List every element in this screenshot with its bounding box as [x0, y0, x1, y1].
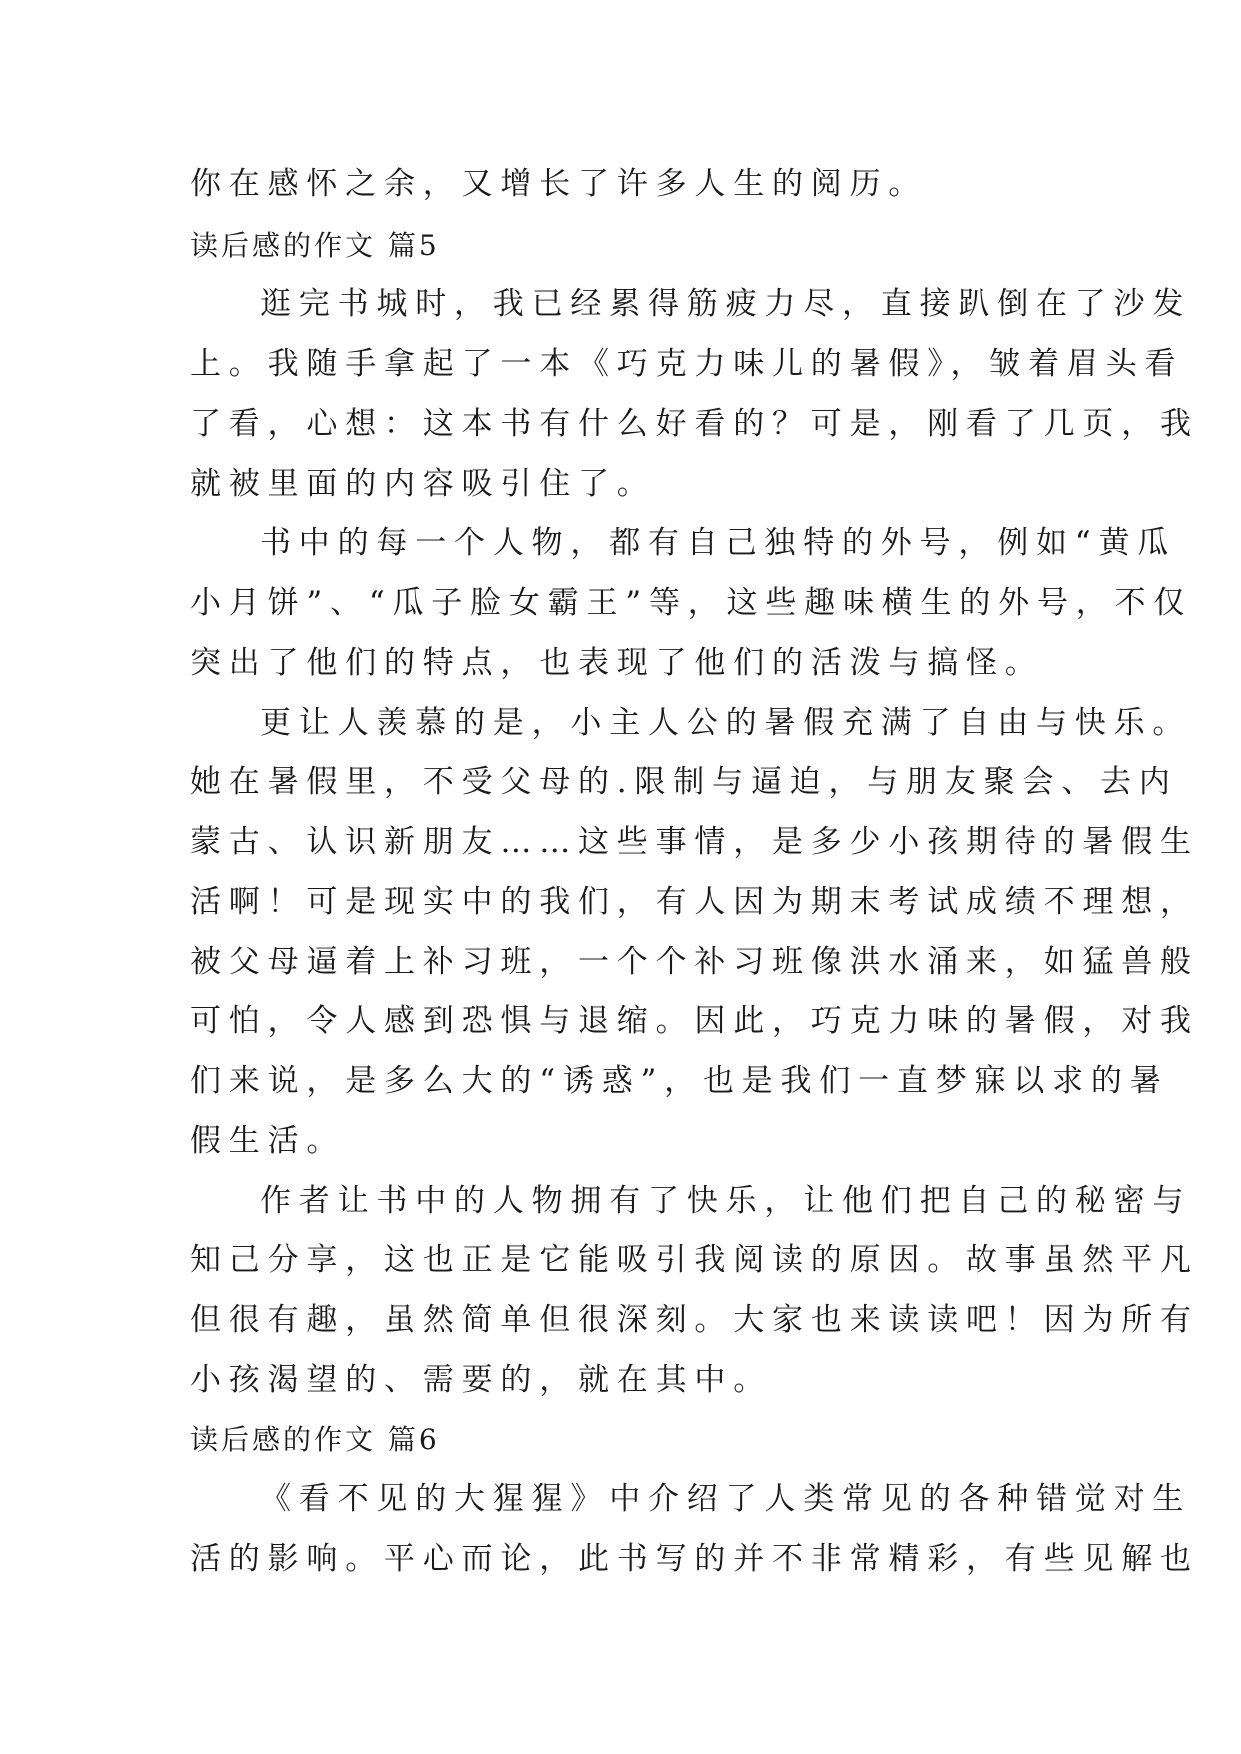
paragraph-line: 们来说，是多么大的“诱惑”，也是我们一直梦寐以求的暑: [190, 1063, 1169, 1099]
paragraph-line: 小月饼”、“瓜子脸女霸王”等，这些趣味横生的外号，不仅: [190, 585, 1193, 621]
paragraph-line: 小孩渴望的、需要的，就在其中。: [190, 1362, 772, 1398]
paragraph-line: 假生活。: [190, 1123, 346, 1159]
paragraph-line: 更让人羡慕的是，小主人公的暑假充满了自由与快乐。: [260, 705, 1192, 741]
paragraph-line: 逛完书城时，我已经累得筋疲力尽，直接趴倒在了沙发: [260, 286, 1192, 322]
paragraph-line: 上。我随手拿起了一本《巧克力味儿的暑假》，皱着眉头看: [190, 346, 1184, 382]
paragraph-line: 作者让书中的人物拥有了快乐，让他们把自己的秘密与: [260, 1183, 1192, 1219]
section-heading: 读后感的作文 篇5: [190, 229, 440, 262]
paragraph-line: 了看，心想：这本书有什么好看的？可是，刚看了几页，我: [190, 406, 1199, 442]
paragraph-line: 就被里面的内容吸引住了。: [190, 466, 656, 502]
paragraph-line: 你在感怀之余，又增长了许多人生的阅历。: [190, 166, 928, 202]
section-heading: 读后感的作文 篇6: [190, 1423, 440, 1456]
paragraph-line: 被父母逼着上补习班，一个个补习班像洪水涌来，如猛兽般: [190, 944, 1199, 980]
paragraph-line: 她在暑假里，不受父母的.限制与逼迫，与朋友聚会、去内: [190, 764, 1178, 800]
paragraph-line: 活啊！可是现实中的我们，有人因为期末考试成绩不理想，: [190, 884, 1199, 920]
paragraph-line: 突出了他们的特点，也表现了他们的活泼与搞怪。: [190, 645, 1044, 681]
paragraph-line: 活的影响。平心而论，此书写的并不非常精彩，有些见解也: [190, 1541, 1199, 1577]
paragraph-line: 蒙古、认识新朋友……这些事情，是多少小孩期待的暑假生: [190, 824, 1199, 860]
paragraph-line: 《看不见的大猩猩》中介绍了人类常见的各种错觉对生: [260, 1481, 1192, 1517]
paragraph-line: 但很有趣，虽然简单但很深刻。大家也来读读吧！因为所有: [190, 1302, 1199, 1338]
paragraph-line: 可怕，令人感到恐惧与退缩。因此，巧克力味的暑假，对我: [190, 1003, 1199, 1039]
paragraph-line: 书中的每一个人物，都有自己独特的外号，例如“黄瓜: [260, 525, 1177, 561]
paragraph-line: 知己分享，这也正是它能吸引我阅读的原因。故事虽然平凡: [190, 1242, 1199, 1278]
